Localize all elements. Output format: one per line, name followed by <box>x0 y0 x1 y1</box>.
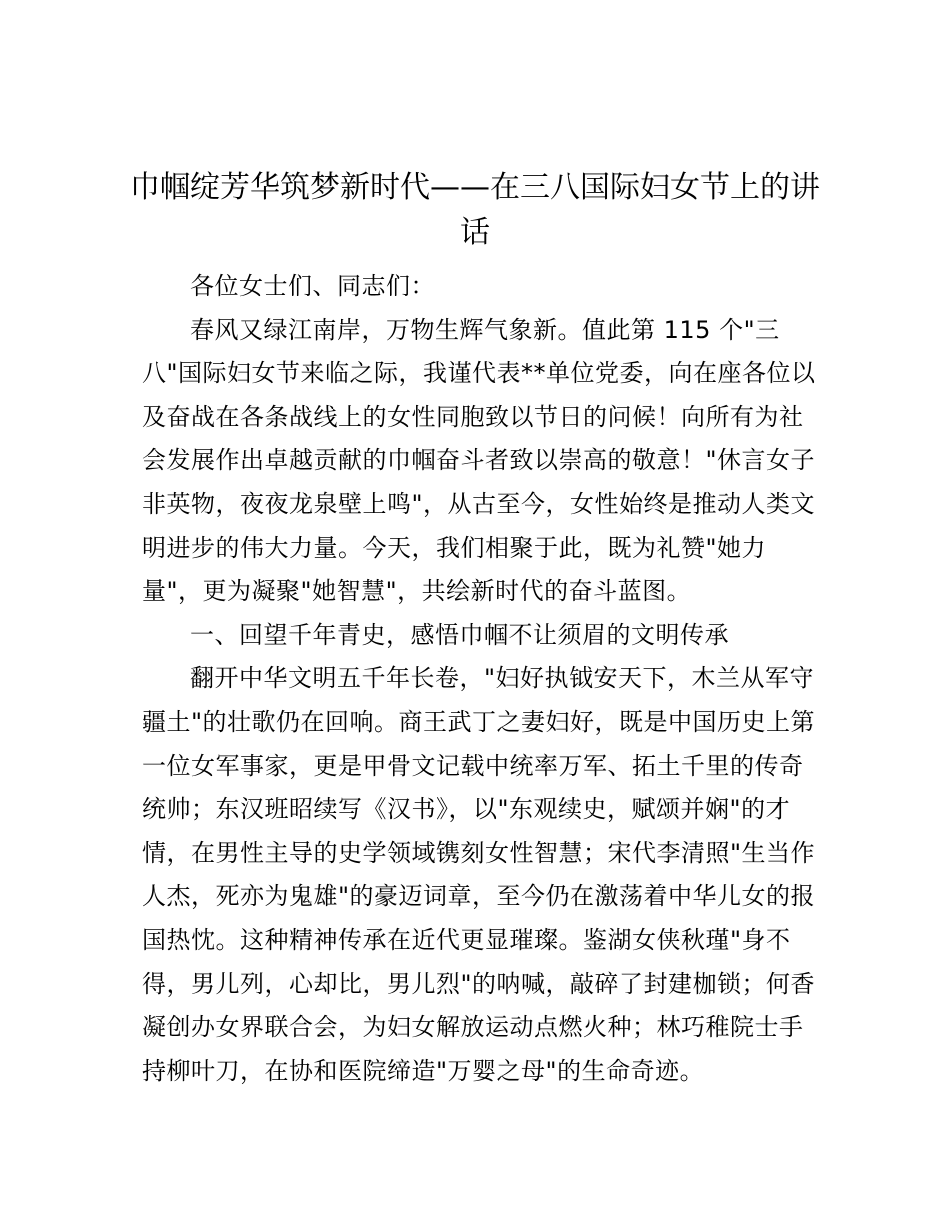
salutation-paragraph: 各位女士们、同志们： <box>190 272 435 300</box>
opening-paragraph: 春风又绿江南岸，万物生辉气象新。值此第 115 个"三八"国际妇女节来临之际，我谨代表**单位党委，向在座各位以及奋战在各条战线上的女性同胞致以节日的问候！向所有为社会发展作出卓越贡献的巾帼奋斗者致以崇高的敬意！"休言女子非英物，夜夜龙泉壁上鸣"，从古至今，女性始终是推动人类文明进步的伟大力量。今天，我们相聚于此，既为礼赞"她力量"，更为凝聚"她智慧"，共绘新时代的奋斗蓝图。 <box>142 315 816 606</box>
history-paragraph: 翻开中华文明五千年长卷，"妇好执钺安天下，木兰从军守疆土"的壮歌仍在回响。商王武丁之妻妇好，既是中国历史上第一位女军事家，更是甲骨文记载中统率万军、拓土千里的传奇统帅；东汉班昭续写《汉书》，以"东观续史，赋颂并娴"的才情，在男性主导的史学领域镌刻女性智慧；宋代李清照"生当作人杰，死亦为鬼雄"的豪迈词章，至今仍在激荡着中华儿女的报国热忱。这种精神传承在近代更显璀璨。鉴湖女侠秋瑾"身不得，男儿列，心却比，男儿烈"的呐喊，敲碎了封建枷锁；何香凝创办女界联合会，为妇女解放运动点燃火种；林巧稚院士手持柳叶刀，在协和医院缔造"万婴之母"的生命奇迹。 <box>142 664 816 1085</box>
document-body <box>142 265 826 1093</box>
section-heading: 一、回望千年青史，感悟巾帼不让须眉的文明传承 <box>190 620 729 649</box>
document-title: 巾帼绽芳华筑梦新时代——在三八国际妇女节上的讲话 <box>130 170 820 250</box>
